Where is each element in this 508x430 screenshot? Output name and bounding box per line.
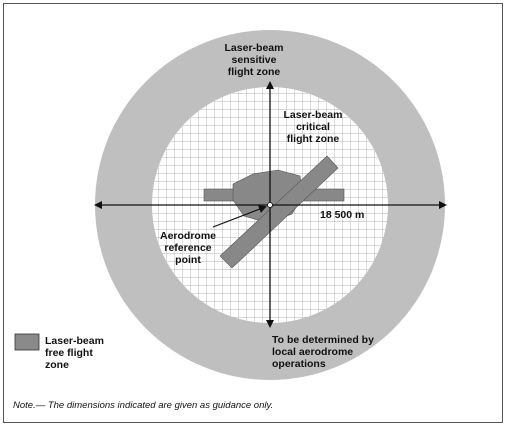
outer-zone-label-line1: Laser-beam: [224, 42, 284, 54]
legend-label-line3: zone: [45, 359, 69, 371]
critical-zone-label-line1: Laser-beam: [283, 109, 343, 121]
guidance-note: Note.— The dimensions indicated are given as guidance only.: [13, 400, 274, 411]
critical-zone-label-line3: flight zone: [286, 133, 340, 145]
reference-point-label-line2: reference: [164, 242, 212, 254]
critical-zone-label-line2: critical: [296, 121, 330, 133]
legend-label-line2: free flight: [45, 347, 93, 359]
legend-label-line1: Laser-beam: [45, 335, 104, 347]
outer-zone-label-line2: sensitive: [231, 54, 277, 66]
reference-point-marker: [268, 203, 273, 208]
outer-zone-label: [225, 42, 284, 78]
reference-point-label-line3: point: [175, 254, 201, 266]
determined-label-line3: operations: [272, 358, 326, 370]
determined-label-line2: local aerodrome: [272, 346, 354, 358]
determined-label-line1: To be determined by: [272, 334, 374, 346]
reference-point-label-line1: Aerodrome: [159, 230, 217, 242]
legend: [15, 334, 104, 371]
outer-zone-label-line3: flight zone: [227, 66, 281, 78]
legend-swatch: [15, 334, 39, 350]
radius-label: 18 500 m: [320, 209, 365, 221]
